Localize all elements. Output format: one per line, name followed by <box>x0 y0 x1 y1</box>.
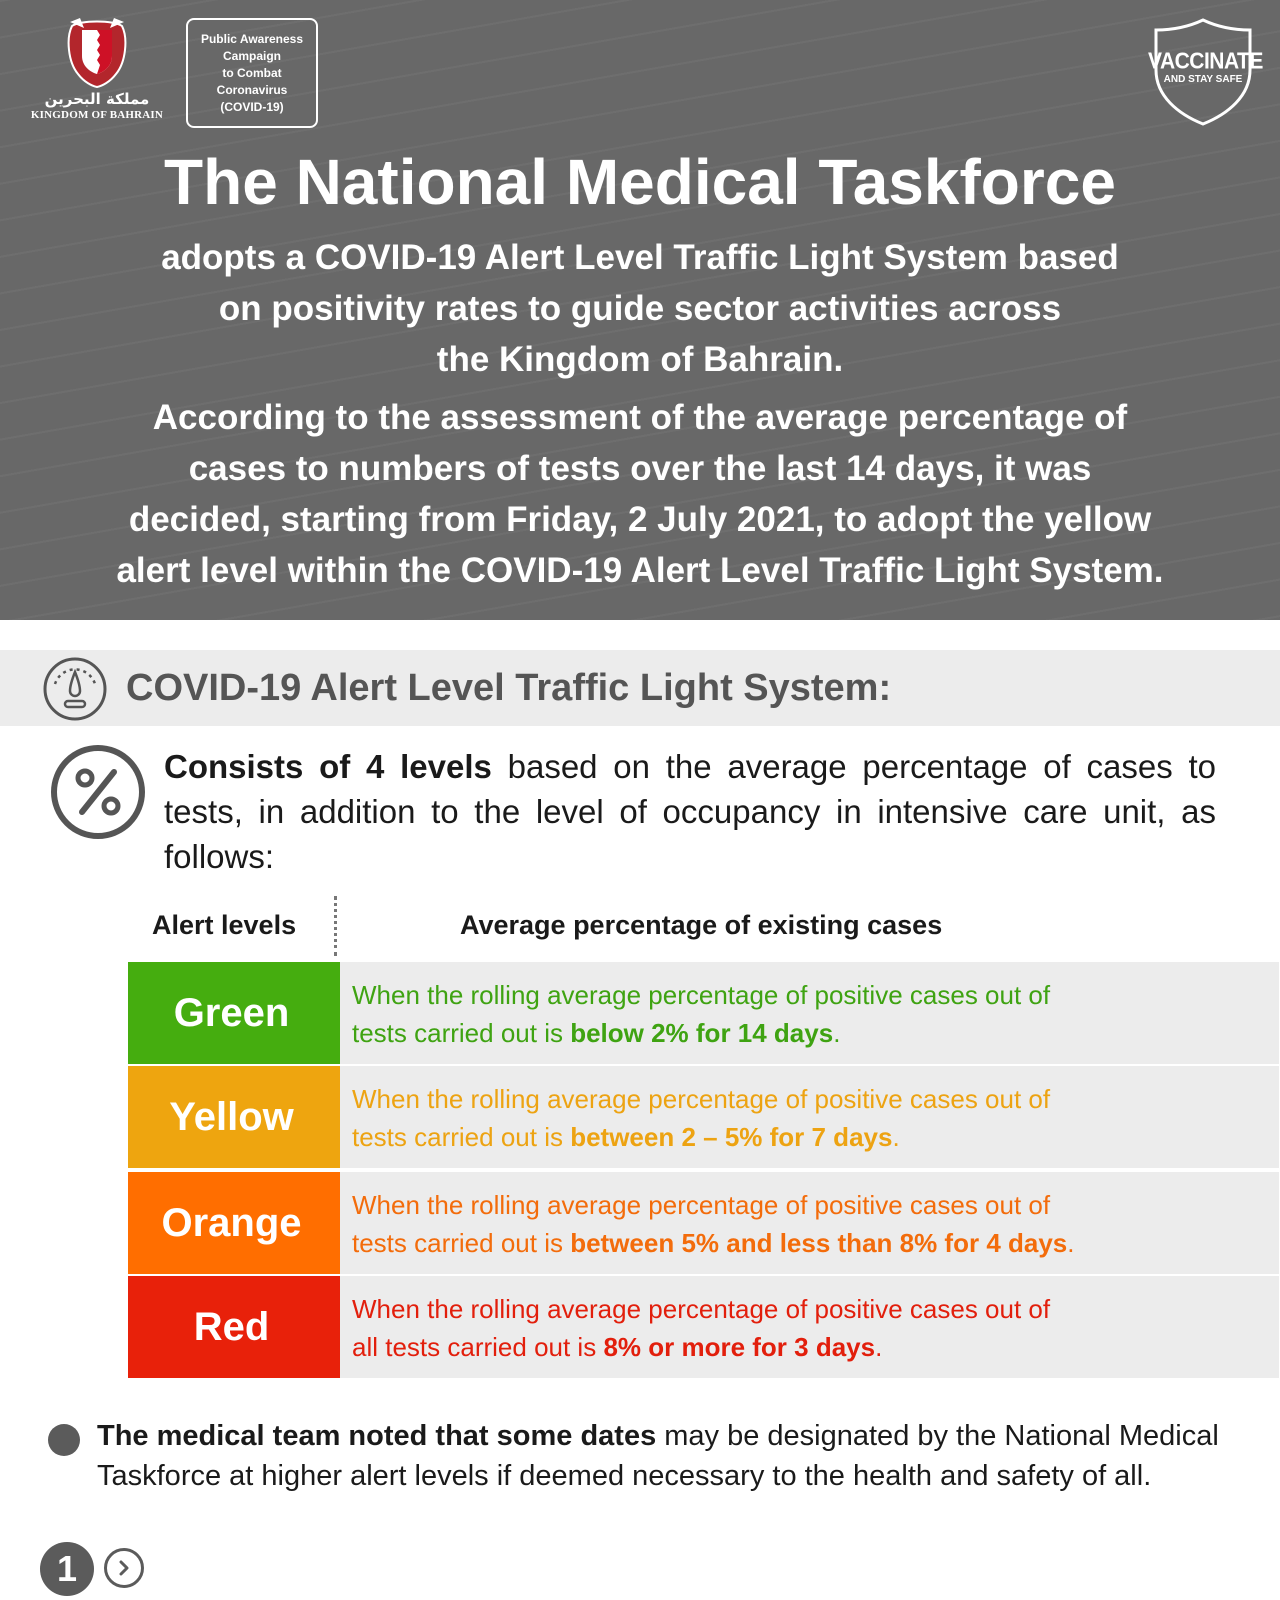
assessment-text <box>20 392 1260 596</box>
level-cell: Red <box>128 1276 335 1378</box>
campaign-line: Coronavirus <box>216 82 288 97</box>
subtitle-line: adopts a COVID-19 Alert Level Traffic Light System based <box>161 238 1119 277</box>
percent-icon <box>50 744 146 840</box>
description-post: . <box>1067 1228 1075 1258</box>
alert-levels-header: Alert levels <box>152 910 297 940</box>
description-line: When the rolling average percentage of positive cases out of <box>352 1190 1051 1220</box>
kingdom-name-english: KINGDOM OF BAHRAIN <box>30 109 164 121</box>
assessment-line: alert level within the COVID-19 Alert Level Traffic Light System. <box>116 551 1164 590</box>
description-line <box>352 1224 1279 1262</box>
description-cell <box>340 1066 1279 1168</box>
note-rest: may be designated by the National Medical Taskforce at higher alert levels if deemed necessary to the health and safety of all. <box>97 1420 1219 1492</box>
subtitle <box>60 232 1220 385</box>
description-line: When the rolling average percentage of positive cases out of <box>352 980 1051 1010</box>
kingdom-name-arabic: مملكة البحرين <box>44 90 150 108</box>
description-cell <box>340 1172 1279 1274</box>
campaign-line: Campaign <box>222 48 281 63</box>
description-cell <box>340 962 1279 1064</box>
column-divider <box>334 896 337 956</box>
campaign-box <box>186 18 318 128</box>
stay-safe-text: AND STAY SAFE <box>1163 74 1243 85</box>
level-cell: Green <box>128 962 335 1064</box>
description-pre: all tests carried out is <box>352 1332 604 1362</box>
next-page-button[interactable] <box>104 1548 144 1588</box>
intro-bold: Consists of 4 levels <box>164 748 492 785</box>
description-bold: between 5% and less than 8% for 4 days <box>570 1228 1068 1258</box>
average-percentage-header: Average percentage of existing cases <box>460 910 943 940</box>
campaign-line: (COVID-19) <box>220 99 284 114</box>
gauge-icon <box>42 656 108 722</box>
section-title: COVID-19 Alert Level Traffic Light System: <box>126 667 892 709</box>
description-line <box>352 1014 1279 1052</box>
description-line: When the rolling average percentage of positive cases out of <box>352 1084 1051 1114</box>
description-cell <box>340 1276 1279 1378</box>
description-post: . <box>892 1122 900 1152</box>
alert-row-green <box>128 962 1152 1064</box>
description-line <box>352 1118 1279 1156</box>
description-pre: tests carried out is <box>352 1228 571 1258</box>
note-text <box>97 1416 1227 1496</box>
header-banner <box>0 0 1280 620</box>
description-post: . <box>875 1332 883 1362</box>
description-bold: below 2% for 14 days <box>570 1018 834 1048</box>
alert-row-orange <box>128 1172 1152 1274</box>
description-bold: 8% or more for 3 days <box>603 1332 876 1362</box>
assessment-line: cases to numbers of tests over the last 14 days, it was <box>188 449 1092 488</box>
bahrain-crest-icon <box>64 16 130 88</box>
page-number: 1 <box>40 1542 94 1596</box>
description-pre: tests carried out is <box>352 1122 571 1152</box>
section-header <box>0 650 1280 726</box>
description-bold: between 2 – 5% for 7 days <box>570 1122 893 1152</box>
subtitle-line: on positivity rates to guide sector activities across <box>218 289 1062 328</box>
subtitle-line: the Kingdom of Bahrain. <box>436 340 844 379</box>
level-cell: Orange <box>128 1172 335 1274</box>
description-pre: tests carried out is <box>352 1018 571 1048</box>
vaccinate-badge <box>1148 16 1263 128</box>
page-title: The National Medical Taskforce <box>164 146 1116 218</box>
vaccinate-text: VACCINATE <box>1148 48 1263 75</box>
campaign-line: Public Awareness <box>200 31 304 46</box>
alert-row-yellow <box>128 1066 1152 1168</box>
note-bold: The medical team noted that some dates <box>97 1420 657 1452</box>
intro-text <box>164 744 1216 879</box>
description-post: . <box>833 1018 841 1048</box>
campaign-line: to Combat <box>222 65 282 80</box>
alert-row-red <box>128 1276 1152 1378</box>
level-cell: Yellow <box>128 1066 335 1168</box>
description-line <box>352 1328 1279 1366</box>
intro-rest: based on the average percentage of cases to tests, in addition to the level of occupancy in intensive care unit, as follows: <box>164 748 1216 875</box>
description-line: When the rolling average percentage of positive cases out of <box>352 1294 1051 1324</box>
bullet-icon <box>48 1424 80 1456</box>
bahrain-logo <box>22 16 172 126</box>
assessment-line: According to the assessment of the average percentage of <box>152 398 1128 437</box>
chevron-right-icon <box>115 1559 133 1577</box>
assessment-line: decided, starting from Friday, 2 July 2021, to adopt the yellow <box>128 500 1152 539</box>
